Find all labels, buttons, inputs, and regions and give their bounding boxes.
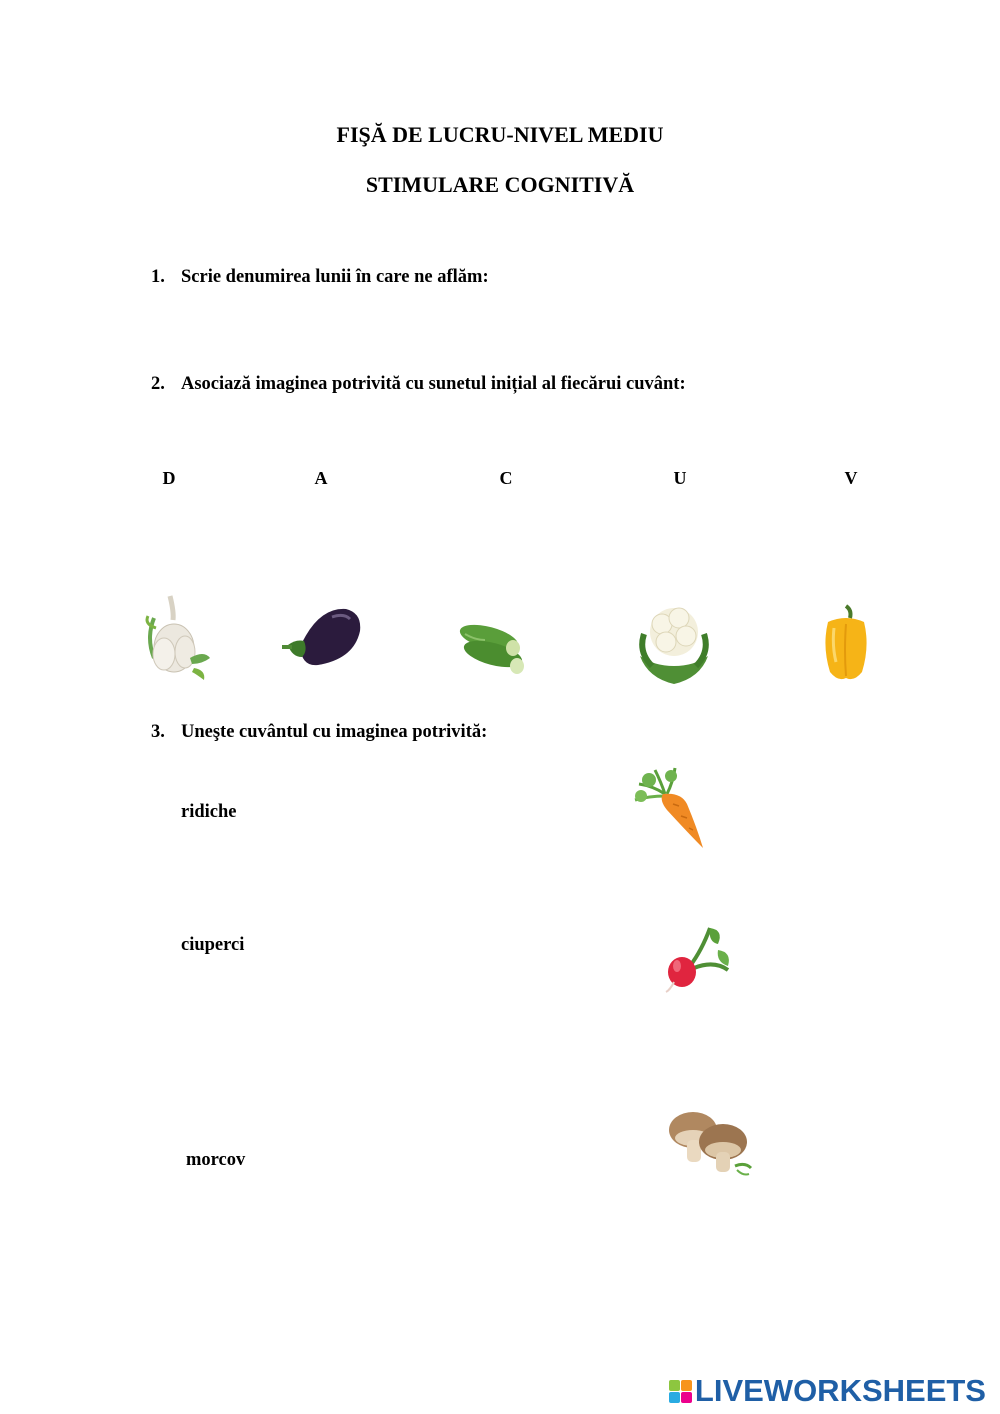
question-1: [151, 267, 489, 288]
eggplant-icon[interactable]: [278, 597, 373, 677]
zucchini-icon[interactable]: [455, 614, 530, 679]
question-3: [151, 722, 487, 743]
question-number: 1.: [151, 267, 165, 287]
logo-text: LIVEWORKSHEETS: [694, 1373, 986, 1408]
cauliflower-icon[interactable]: [634, 596, 714, 688]
question-number: 3.: [151, 722, 165, 742]
question-text: Scrie denumirea lunii în care ne aflăm:: [181, 267, 489, 287]
logo-blocks-icon: [669, 1380, 692, 1403]
question-text: Asociază imaginea potrivită cu sunetul inițial al fiecărui cuvânt:: [181, 374, 686, 394]
word-ciuperci[interactable]: ciuperci: [181, 935, 245, 955]
garlic-icon[interactable]: [140, 588, 220, 683]
letter-d: D: [162, 468, 176, 488]
worksheet-title: FIŞĂ DE LUCRU-NIVEL MEDIU: [336, 122, 664, 147]
letter-c: C: [499, 468, 513, 488]
letter-a: A: [314, 468, 328, 488]
word-ridiche[interactable]: ridiche: [181, 802, 237, 822]
question-2: [151, 374, 686, 395]
worksheet-subtitle: STIMULARE COGNITIVĂ: [365, 172, 635, 197]
word-morcov[interactable]: morcov: [186, 1150, 246, 1170]
letter-u: U: [673, 468, 687, 488]
liveworksheets-logo: [669, 1374, 986, 1408]
question-text: Uneşte cuvântul cu imaginea potrivită:: [181, 722, 488, 742]
radish-icon[interactable]: [652, 920, 737, 995]
mushrooms-icon[interactable]: [665, 1100, 755, 1180]
carrot-icon[interactable]: [625, 764, 735, 854]
letter-v: V: [844, 468, 858, 488]
question-number: 2.: [151, 374, 165, 394]
bell-pepper-icon[interactable]: [818, 602, 873, 684]
